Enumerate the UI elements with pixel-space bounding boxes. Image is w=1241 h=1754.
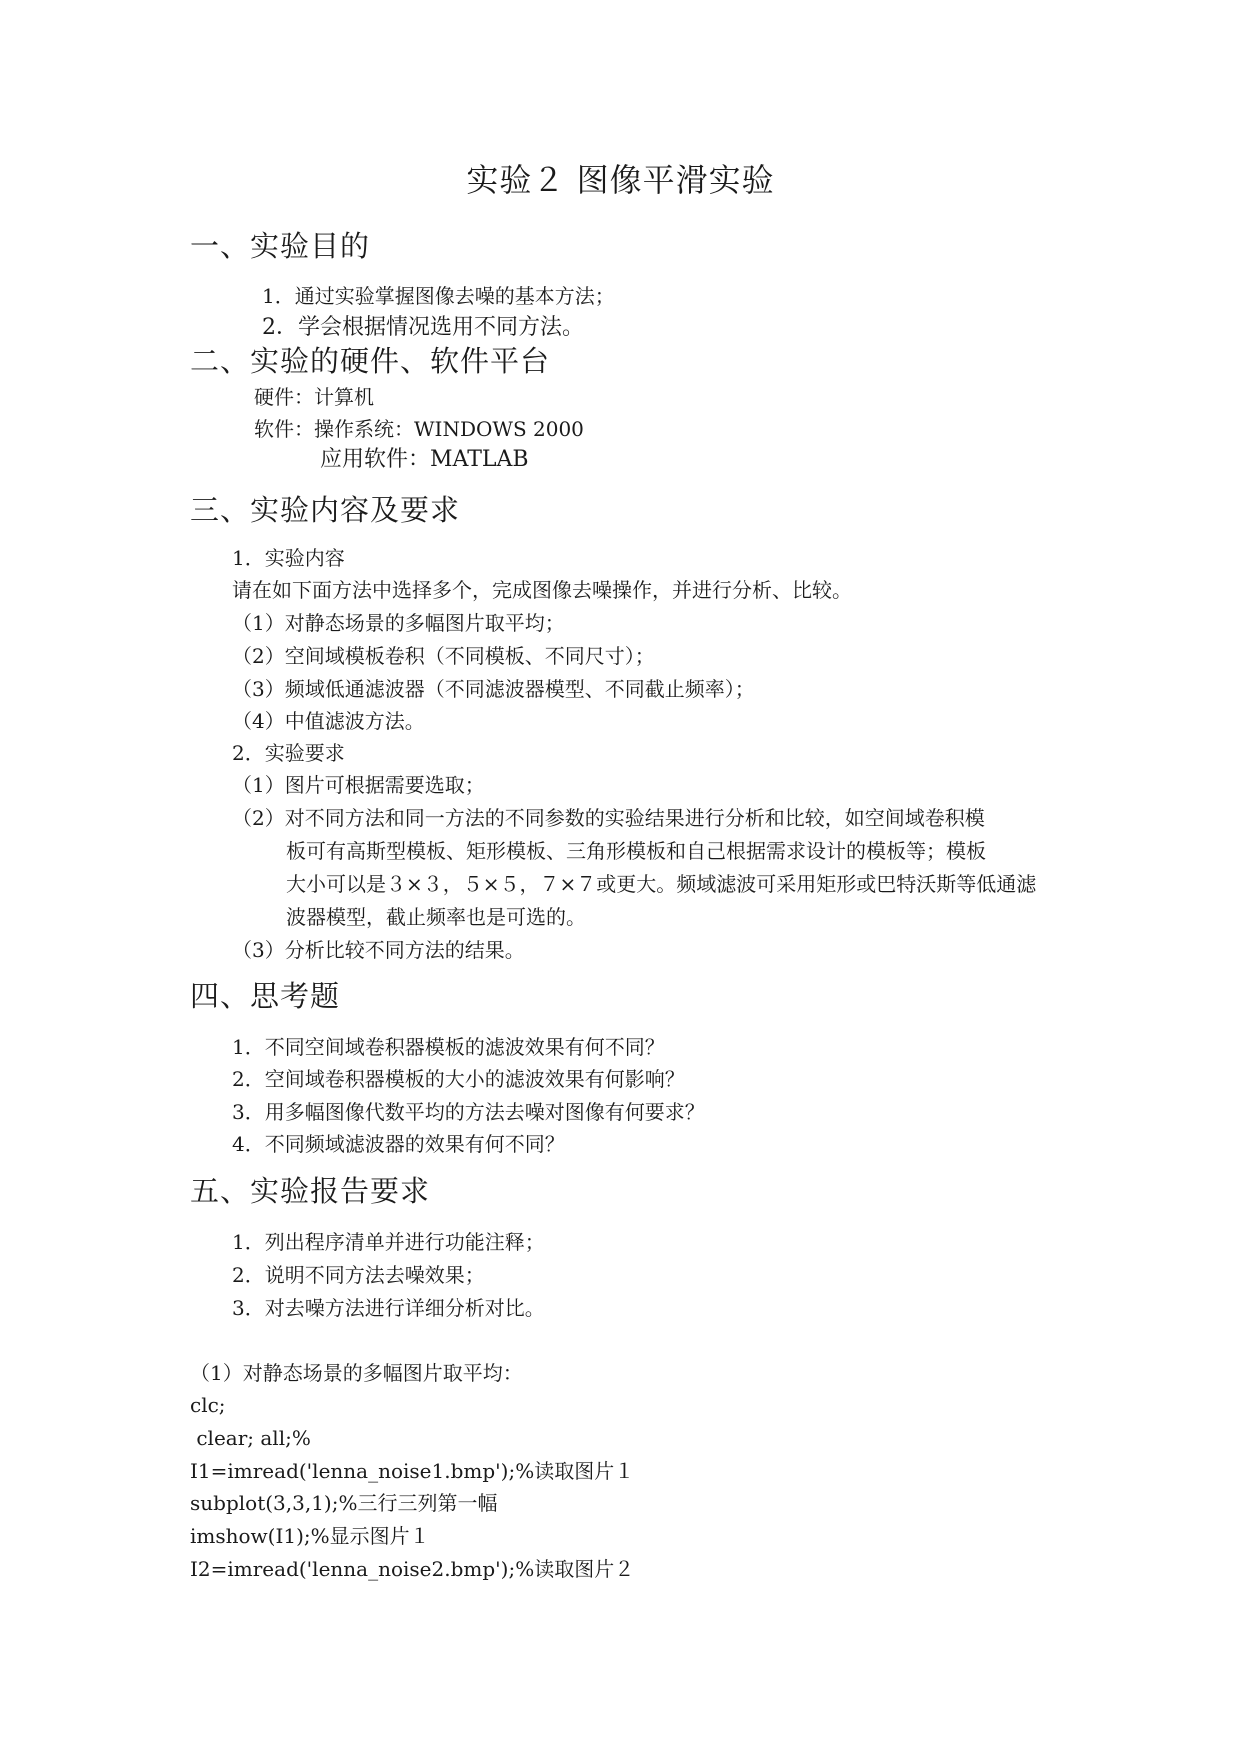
s1-item-1: 1．通过实验掌握图像去噪的基本方法； — [262, 284, 615, 308]
s3-req-title: 2．实验要求 — [232, 741, 345, 765]
s3-req-item-2-line-4: 波器模型，截止频率也是可选的。 — [286, 905, 586, 929]
s3-req-item-1: （1）图片可根据需要选取； — [232, 773, 485, 797]
s3-content-item-4: （4）中值滤波方法。 — [232, 709, 425, 733]
s4-item-4: 4．不同频域滤波器的效果有何不同？ — [232, 1132, 565, 1156]
page-title: 实验２ 图像平滑实验 — [466, 161, 775, 199]
s3-content-item-1: （1）对静态场景的多幅图片取平均； — [232, 611, 565, 635]
code-line-1: clc; — [190, 1393, 226, 1417]
s4-item-3: 3．用多幅图像代数平均的方法去噪对图像有何要求？ — [232, 1100, 705, 1124]
s5-item-1: 1．列出程序清单并进行功能注释； — [232, 1230, 545, 1254]
s3-req-item-2-line-1: （2）对不同方法和同一方法的不同参数的实验结果进行分析和比较，如空间域卷积模 — [232, 806, 985, 830]
section-5-heading: 五、实验报告要求 — [190, 1174, 431, 1208]
code-line-4: subplot(3,3,1);%三行三列第一幅 — [190, 1491, 498, 1515]
section-3-heading: 三、实验内容及要求 — [190, 493, 461, 527]
s2-software: 软件：操作系统：WINDOWS 2000 — [254, 417, 584, 441]
section-2-heading: 二、实验的硬件、软件平台 — [190, 344, 551, 378]
code-line-3: I1=imread('lenna_noise1.bmp');%读取图片１ — [190, 1459, 635, 1483]
s3-req-item-2-line-3: 大小可以是３×３，５×５，７×７或更大。频域滤波可采用矩形或巴特沃斯等低通滤 — [286, 872, 1037, 896]
s4-item-1: 1．不同空间域卷积器模板的滤波效果有何不同？ — [232, 1035, 665, 1059]
s2-app: 应用软件：MATLAB — [320, 447, 529, 472]
code-line-2: clear; all;% — [190, 1426, 311, 1450]
s3-req-item-3: （3）分析比较不同方法的结果。 — [232, 938, 525, 962]
s1-item-2: 2．学会根据情况选用不同方法。 — [262, 315, 584, 340]
code-line-6: I2=imread('lenna_noise2.bmp');%读取图片２ — [190, 1557, 635, 1581]
s2-hardware: 硬件：计算机 — [254, 385, 374, 409]
code-caption: （1）对静态场景的多幅图片取平均： — [190, 1361, 523, 1385]
section-1-heading: 一、实验目的 — [190, 229, 371, 263]
s3-req-item-2-line-2: 板可有高斯型模板、矩形模板、三角形模板和自己根据需求设计的模板等；模板 — [286, 839, 986, 863]
s5-item-2: 2．说明不同方法去噪效果； — [232, 1263, 485, 1287]
s3-content-title: 1．实验内容 — [232, 546, 345, 570]
code-line-5: imshow(I1);%显示图片１ — [190, 1524, 430, 1548]
s3-content-item-3: （3）频域低通滤波器（不同滤波器模型、不同截止频率）； — [232, 677, 755, 701]
s3-content-item-2: （2）空间域模板卷积（不同模板、不同尺寸）； — [232, 644, 655, 668]
s3-content-intro: 请在如下面方法中选择多个，完成图像去噪操作，并进行分析、比较。 — [232, 578, 852, 602]
s4-item-2: 2．空间域卷积器模板的大小的滤波效果有何影响？ — [232, 1067, 685, 1091]
section-4-heading: 四、思考题 — [190, 979, 341, 1013]
s5-item-3: 3．对去噪方法进行详细分析对比。 — [232, 1296, 545, 1320]
